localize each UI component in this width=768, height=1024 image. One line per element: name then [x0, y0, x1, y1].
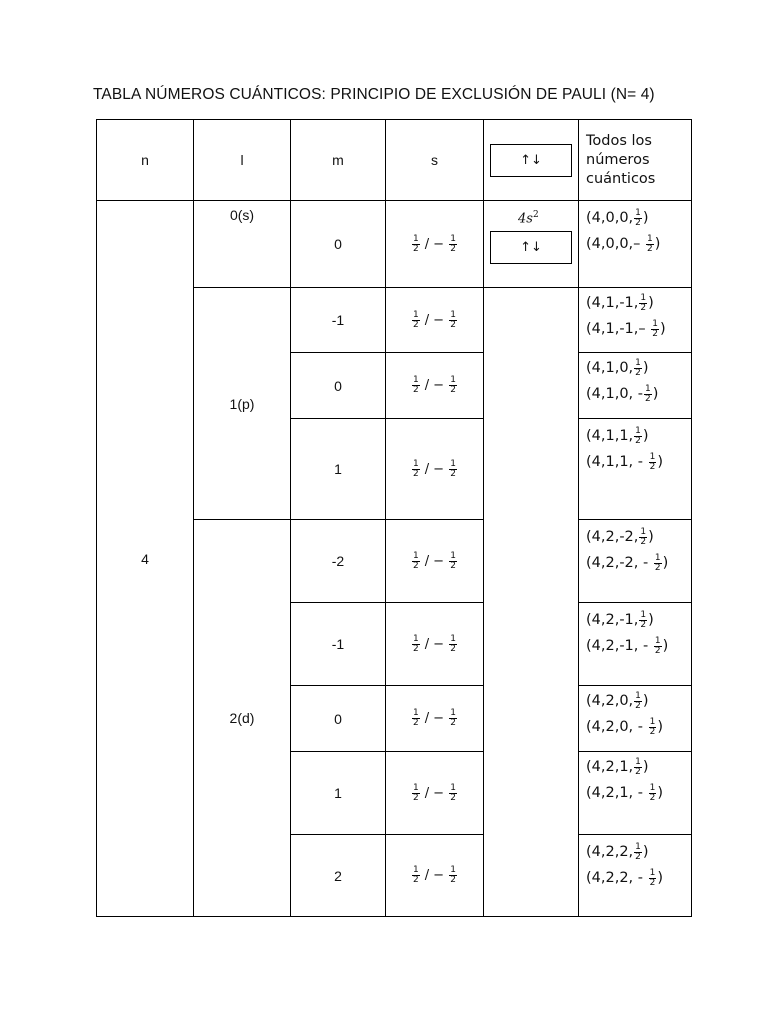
header-arrows-box: ↑↓: [490, 144, 572, 177]
spin-fraction: $\frac{1}{2}$ / − $\frac{1}{2}$: [413, 458, 456, 479]
quantum-set-cell: [578, 685, 692, 752]
spin-value-cell: [385, 751, 484, 835]
spin-fraction: $\frac{1}{2}$ / − $\frac{1}{2}$: [413, 865, 456, 885]
spin-value-cell: [385, 352, 484, 419]
quantum-set-up: (4,1,0, $\frac{1}{2}$ ): [586, 357, 649, 378]
m-value-cell: 1: [290, 751, 386, 835]
quantum-set-cell: [578, 418, 692, 520]
header-s: s: [385, 119, 484, 201]
header-n: n: [96, 119, 194, 201]
quantum-set-cell: [578, 751, 692, 835]
header-all-numbers: Todos los números cuánticos: [578, 119, 692, 201]
m-value-cell: 2: [290, 834, 386, 917]
header-m: m: [290, 119, 386, 201]
header-arrows-cell: [483, 119, 579, 201]
spin-fraction: $\frac{1}{2}$ / − $\frac{1}{2}$: [413, 233, 456, 254]
quantum-set-up: (4,2,2, $\frac{1}{2}$ ): [586, 841, 649, 862]
quantum-set-down: (4,1,0, - $\frac{1}{2}$ ): [586, 383, 659, 404]
m-value-cell: 0: [290, 685, 386, 752]
orbital-4s-label: $4s^2$: [518, 210, 539, 227]
spin-value-cell: [385, 287, 484, 353]
quantum-set-cell: [578, 519, 692, 603]
spin-value-cell: [385, 602, 484, 686]
quantum-set-down: (4,2,-1, - $\frac{1}{2}$ ): [586, 635, 669, 656]
quantum-set-down: (4,1,1, - $\frac{1}{2}$ ): [586, 451, 664, 472]
l-cell-s: 0(s): [193, 200, 291, 288]
quantum-set-up: (4,0,0, $\frac{1}{2}$ ): [586, 207, 649, 228]
orbital-4s-arrows: ↑↓: [490, 231, 572, 264]
m-value-cell: -1: [290, 602, 386, 686]
spin-value-cell: [385, 685, 484, 752]
m-value-cell: -2: [290, 519, 386, 603]
m-value-cell: -1: [290, 287, 386, 353]
quantum-set-cell: [578, 287, 692, 353]
quantum-set-down: (4,1,-1,– $\frac{1}{2}$ ): [586, 318, 666, 339]
orbital-4s-cell: [483, 200, 579, 288]
quantum-set-down: (4,0,0,– $\frac{1}{2}$ ): [586, 233, 661, 254]
quantum-numbers-table: [96, 119, 692, 917]
spin-fraction: $\frac{1}{2}$ / − $\frac{1}{2}$: [413, 309, 456, 330]
quantum-set-up: (4,2,-1, $\frac{1}{2}$ ): [586, 609, 654, 630]
quantum-set-up: (4,2,0, $\frac{1}{2}$ ): [586, 690, 649, 711]
quantum-set-cell: [578, 834, 692, 917]
spin-fraction: $\frac{1}{2}$ / − $\frac{1}{2}$: [413, 708, 456, 728]
quantum-set-up: (4,2,1, $\frac{1}{2}$ ): [586, 756, 649, 777]
spin-value-cell: [385, 200, 484, 288]
quantum-set-up: (4,1,-1, $\frac{1}{2}$ ): [586, 292, 654, 313]
quantum-set-cell: [578, 352, 692, 419]
quantum-set-down: (4,2,0, - $\frac{1}{2}$ ): [586, 716, 664, 737]
quantum-set-down: (4,2,1, - $\frac{1}{2}$ ): [586, 782, 664, 803]
quantum-set-up: (4,1,1, $\frac{1}{2}$ ): [586, 425, 649, 446]
spin-value-cell: [385, 834, 484, 917]
spin-fraction: $\frac{1}{2}$ / − $\frac{1}{2}$: [413, 375, 456, 395]
spin-fraction: $\frac{1}{2}$ / − $\frac{1}{2}$: [413, 782, 456, 803]
header-l: l: [193, 119, 291, 201]
m-value-cell: 0: [290, 352, 386, 419]
quantum-set-cell: [578, 200, 692, 288]
quantum-set-cell: [578, 602, 692, 686]
page-title: TABLA NÚMEROS CUÁNTICOS: PRINCIPIO DE EXCLUSIÓN DE PAULI (N= 4): [93, 86, 655, 103]
l-cell-p: 1(p): [193, 287, 291, 520]
quantum-set-up: (4,2,-2, $\frac{1}{2}$ ): [586, 526, 654, 547]
quantum-set-down: (4,2,2, - $\frac{1}{2}$ ): [586, 867, 664, 888]
m-value-cell: 1: [290, 418, 386, 520]
spin-fraction: $\frac{1}{2}$ / − $\frac{1}{2}$: [413, 550, 456, 571]
spin-fraction: $\frac{1}{2}$ / − $\frac{1}{2}$: [413, 633, 456, 654]
spin-value-cell: [385, 519, 484, 603]
l-cell-d: 2(d): [193, 519, 291, 917]
quantum-set-down: (4,2,-2, - $\frac{1}{2}$ ): [586, 552, 669, 573]
spin-value-cell: [385, 418, 484, 520]
orbital-empty-cell: [483, 287, 579, 917]
m-value-cell: 0: [290, 200, 386, 288]
n-value-cell: 4: [96, 200, 194, 917]
